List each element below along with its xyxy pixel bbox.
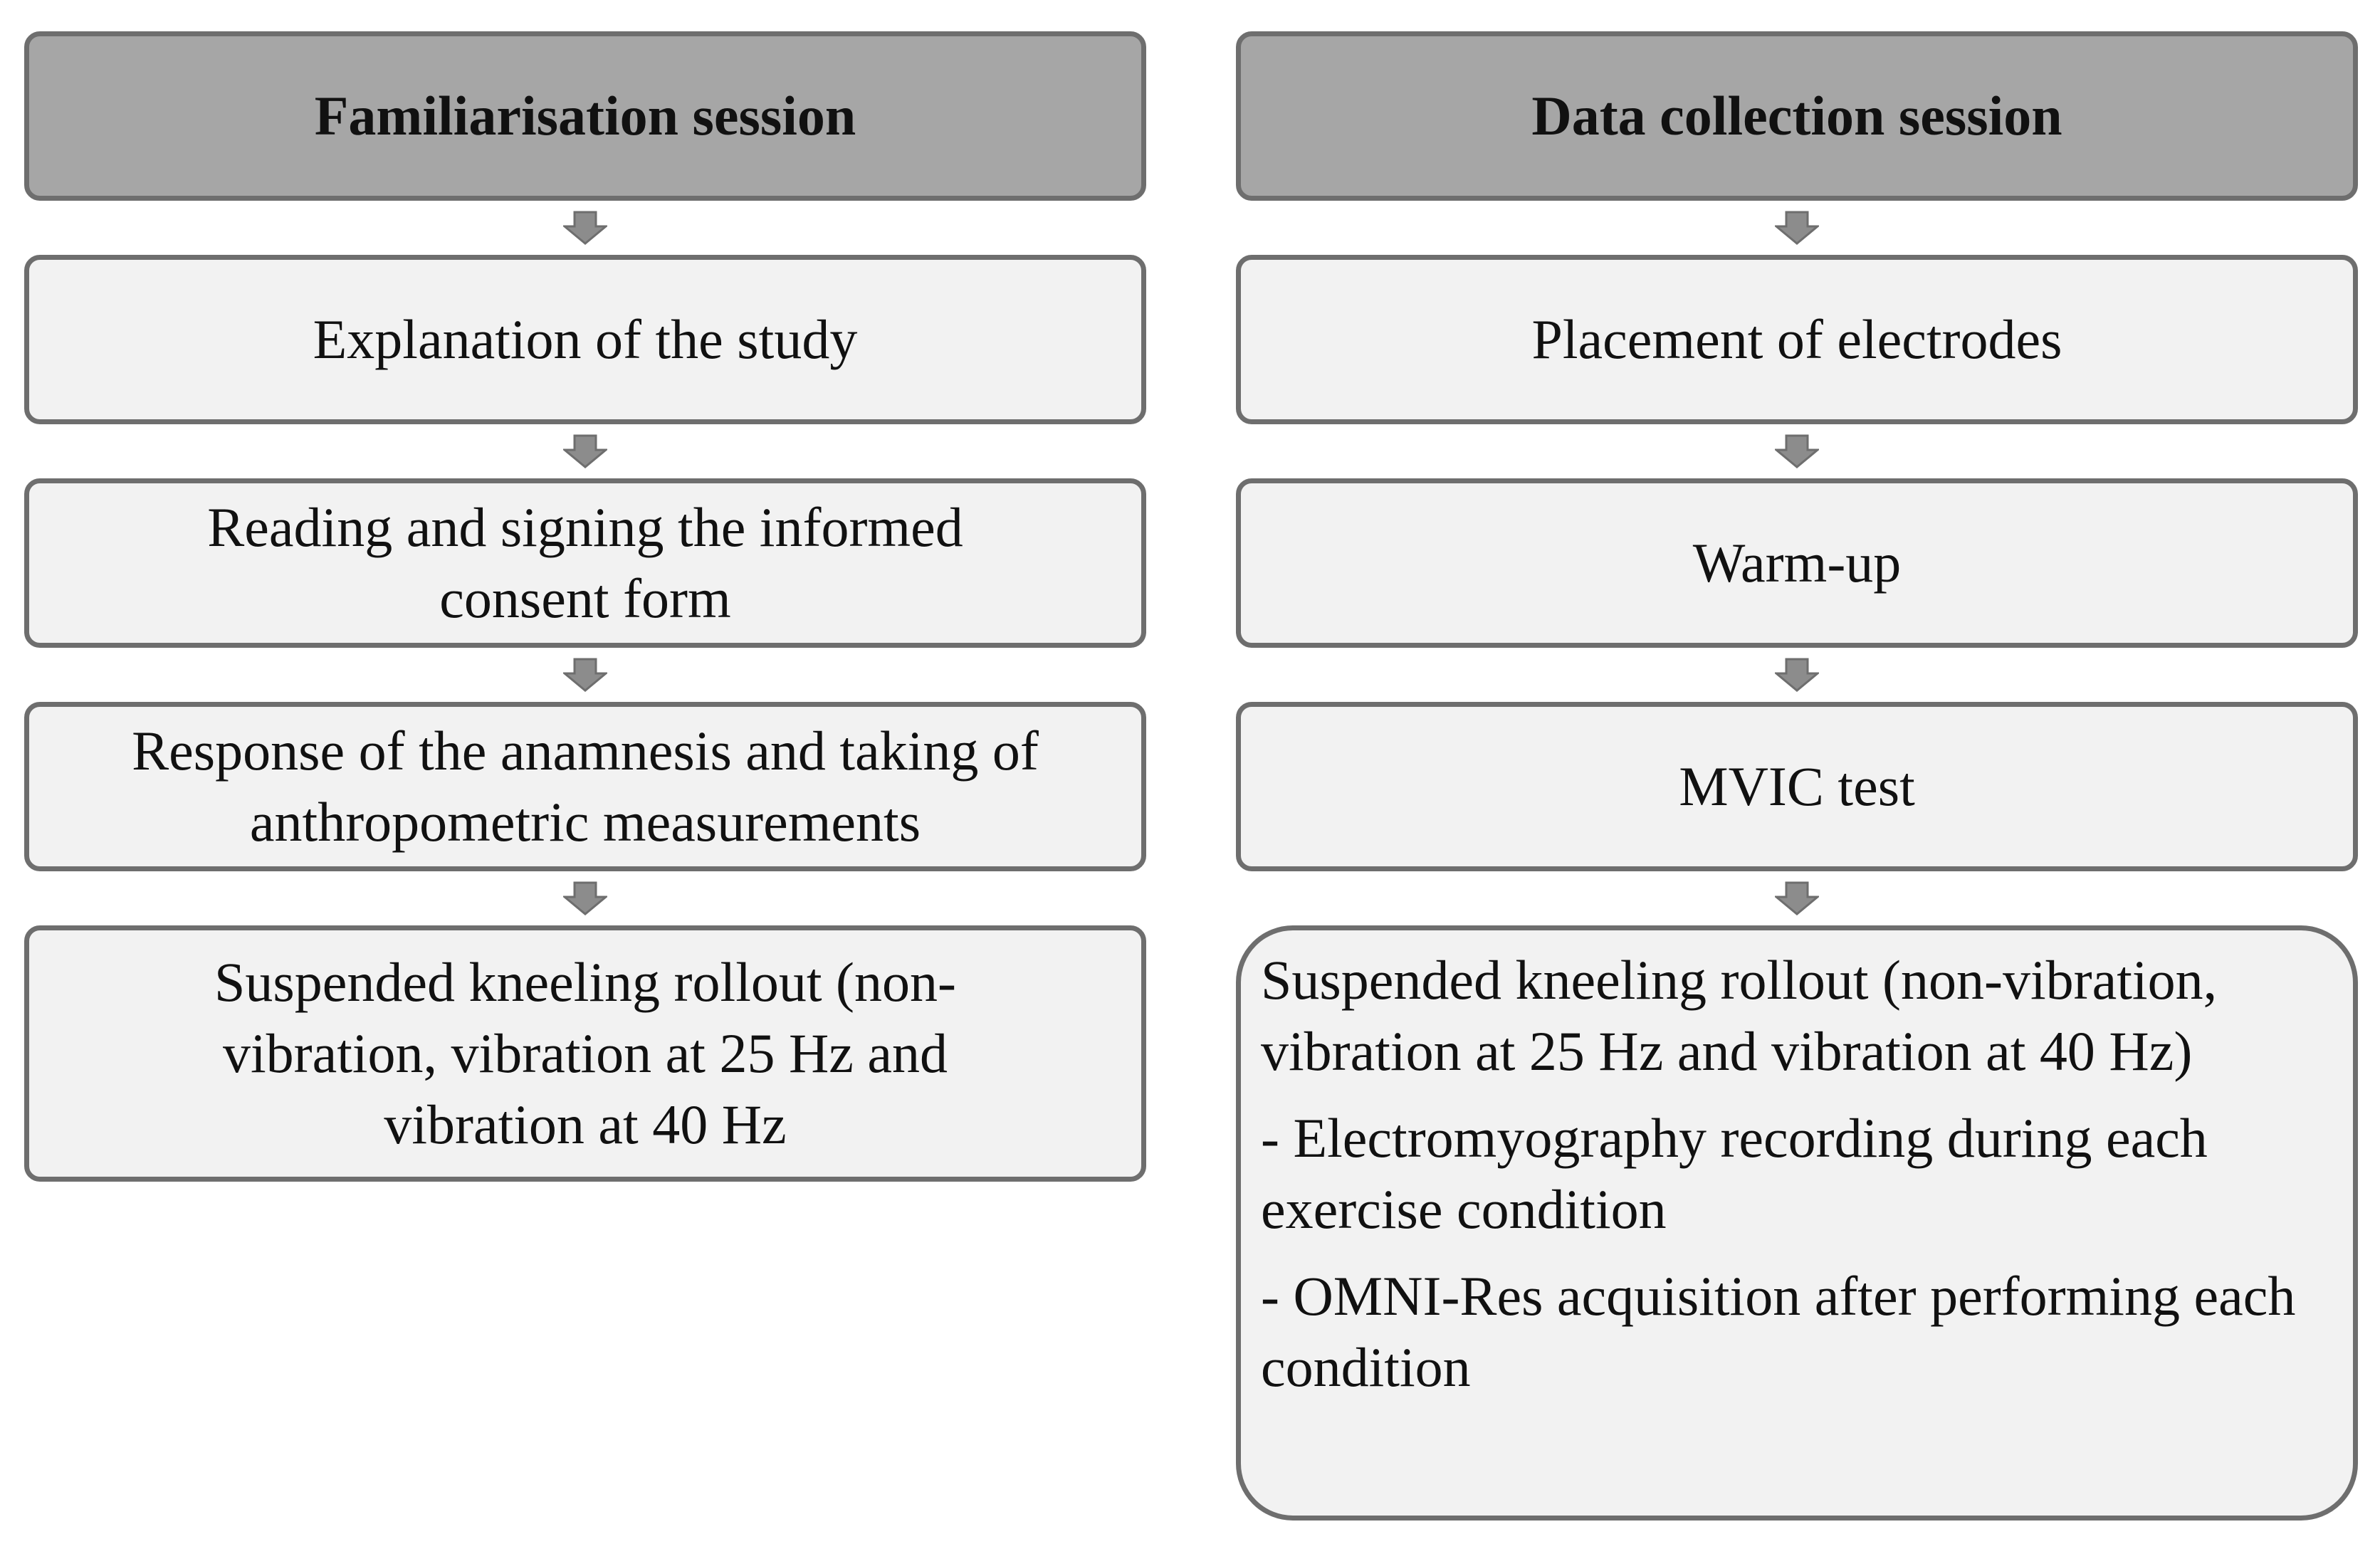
step-label: Reading and signing the informed consent form <box>207 496 963 629</box>
omni-res-note: - OMNI-Res acquisition after performing each condition <box>1261 1265 2296 1398</box>
data-collection-header <box>1236 31 2358 201</box>
step-rollout-with-measurements <box>1236 925 2358 1521</box>
rollout-description: Suspended kneeling rollout (non-vibration, vibration at 25 Hz and vibration at 40 Hz) <box>1261 949 2218 1082</box>
step-placement-of-electrodes <box>1236 255 2358 424</box>
step-label: Placement of electrodes <box>1531 308 2062 370</box>
down-arrow-icon <box>563 658 607 692</box>
step-mvic-test <box>1236 702 2358 871</box>
step-label: MVIC test <box>1679 755 1915 817</box>
familiarisation-header <box>24 31 1146 201</box>
down-arrow-icon <box>1775 881 1819 915</box>
emg-recording-note: - Electromyography recording during each exercise condition <box>1261 1107 2208 1240</box>
data-collection-header-label: Data collection session <box>1531 85 2062 147</box>
down-arrow-icon <box>563 434 607 468</box>
down-arrow-icon <box>1775 211 1819 245</box>
down-arrow-icon <box>1775 658 1819 692</box>
down-arrow-icon <box>563 881 607 915</box>
step-informed-consent <box>24 478 1146 648</box>
step-label: Suspended kneeling rollout (non-vibration, vibration at 25 Hz and vibration at 40 Hz <box>214 951 956 1155</box>
step-suspended-kneeling-rollout <box>24 925 1146 1182</box>
down-arrow-icon <box>1775 434 1819 468</box>
step-warm-up <box>1236 478 2358 648</box>
step-label: Warm-up <box>1692 532 1902 594</box>
step-label: Explanation of the study <box>313 308 858 370</box>
step-label: Response of the anamnesis and taking of anthropometric measurements <box>132 720 1039 853</box>
step-anamnesis-anthropometric <box>24 702 1146 871</box>
down-arrow-icon <box>563 211 607 245</box>
step-explanation-of-study <box>24 255 1146 424</box>
familiarisation-header-label: Familiarisation session <box>314 85 856 147</box>
